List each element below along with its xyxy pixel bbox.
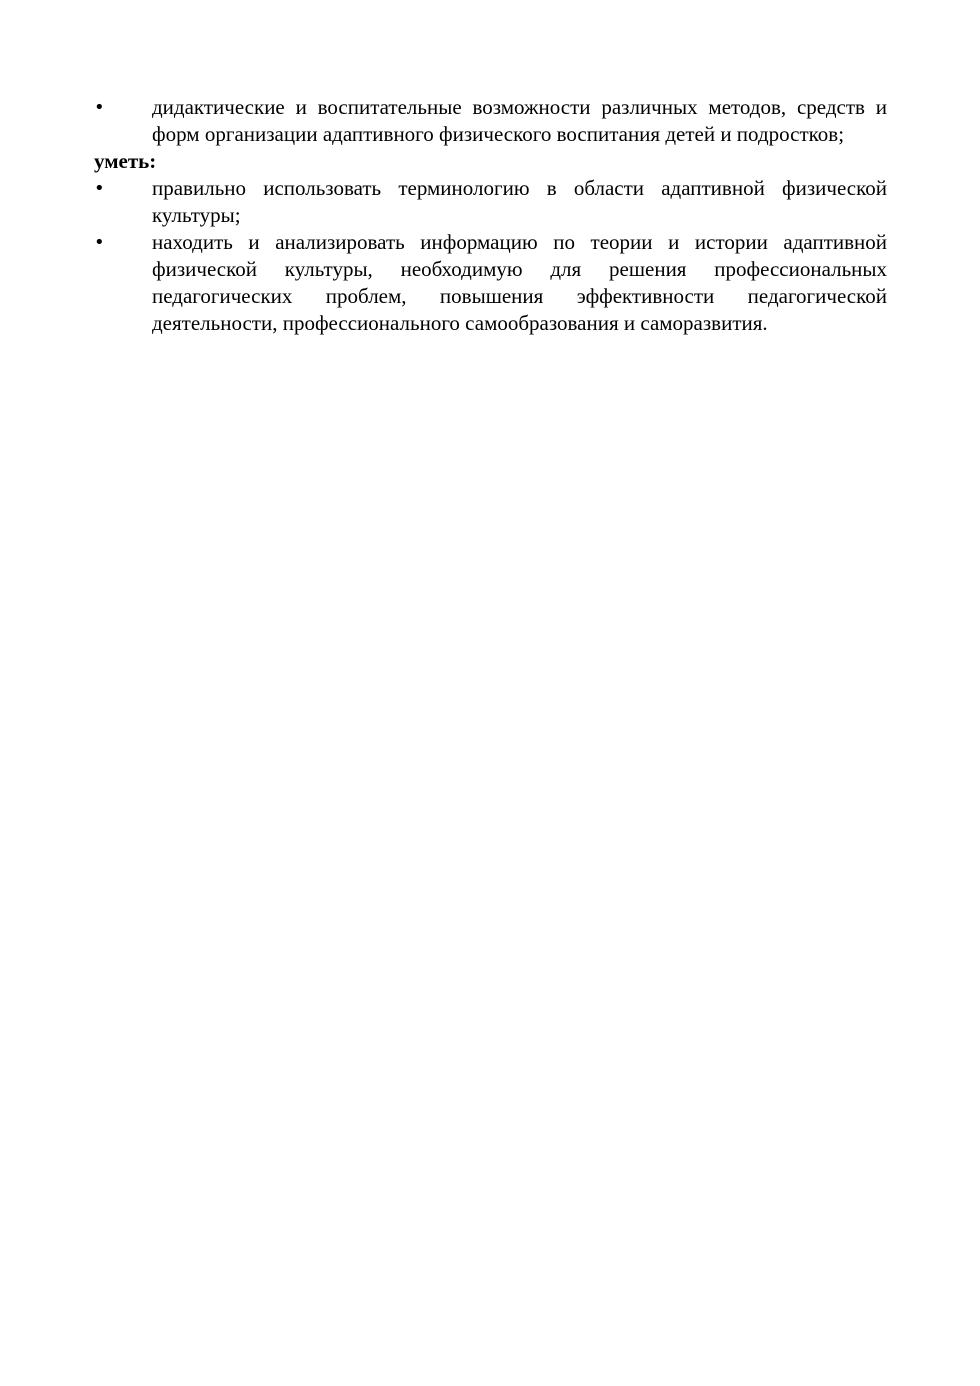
knowledge-list [94, 94, 887, 148]
list-item-text: правильно использовать терминологию в области адаптивной физической культуры; [152, 176, 887, 227]
list-item [94, 175, 887, 229]
section-heading: уметь: [94, 149, 157, 173]
list-item-text: дидактические и воспитательные возможности различных методов, средств и форм организации адаптивного физического воспитания детей и подростков; [152, 95, 887, 146]
skills-list [94, 175, 887, 337]
bullet-icon: • [94, 232, 105, 253]
bullet-icon: • [94, 97, 105, 118]
list-item [94, 229, 887, 337]
bullet-icon: • [94, 178, 105, 199]
list-item-text: находить и анализировать информацию по теории и истории адаптивной физической культуры, необходимую для решения профессиональных педагогических проблем, повышения эффективности педагогической деятельности, профессионального самообразования и саморазвития. [152, 230, 887, 335]
list-item [94, 94, 887, 148]
page-content [94, 94, 887, 337]
